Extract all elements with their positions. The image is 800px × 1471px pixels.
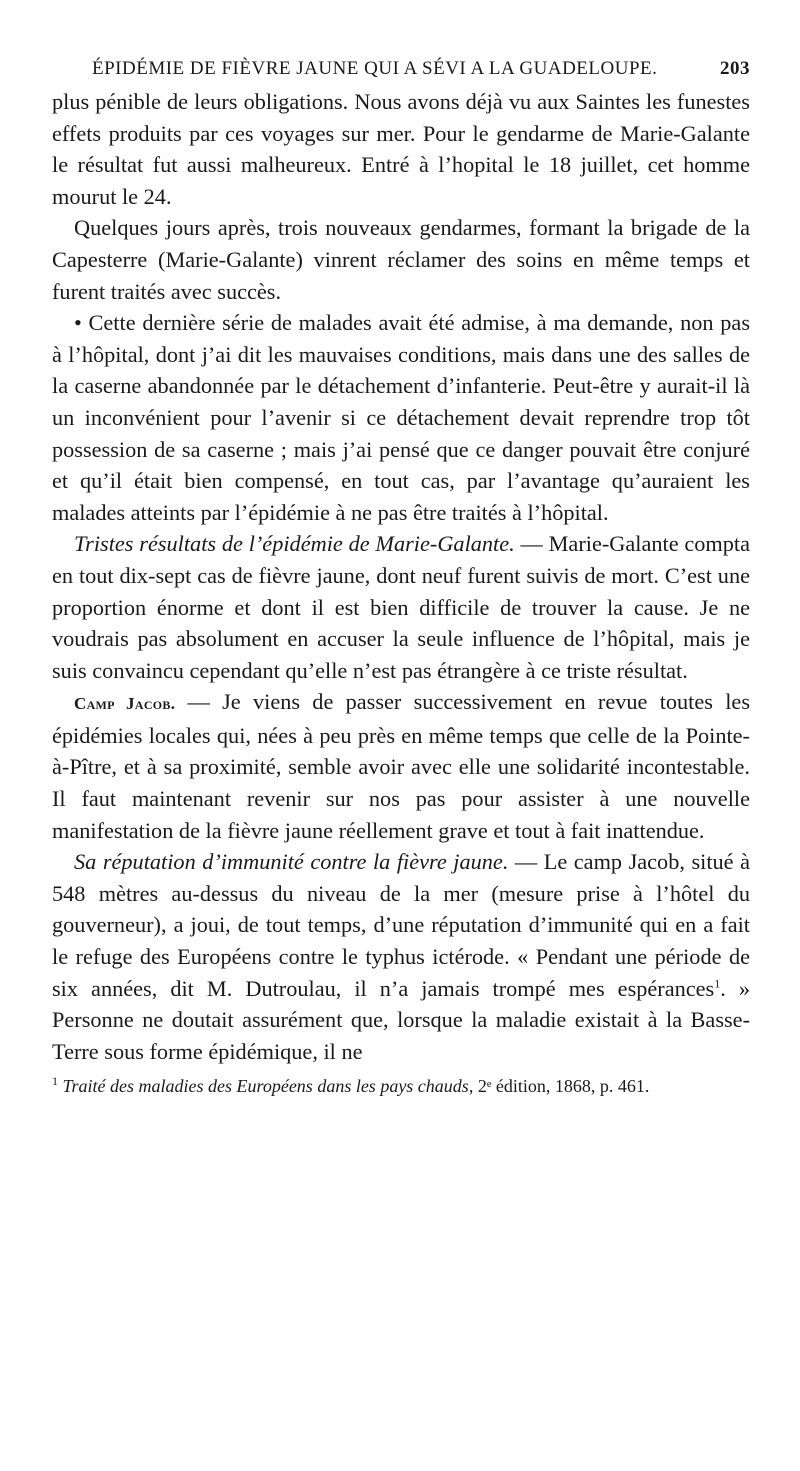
footnote-marker: 1 <box>52 1074 58 1089</box>
section-heading-immunite: Sa réputation d’immunité contre la fièvre jaune. <box>74 849 509 875</box>
paragraph-camp-jacob <box>52 686 750 846</box>
body-text <box>52 86 750 1067</box>
running-title: ÉPIDÉMIE DE FIÈVRE JAUNE QUI A SÉVI A LA GUADELOUPE. <box>92 58 658 79</box>
paragraph-camp-jacob-text: — Je viens de passer successivement en revue toutes les épidémies locales qui, nées à peu près en même temps que celle de la Pointe-à-Pître, et à sa proximité, semble avoir avec elle une solidarité incontestable. Il faut maintenant revenir sur nos pas pour assister à une nouvelle manifestation de la fièvre jaune réellement grave et tout à fait inattendue. <box>52 689 750 843</box>
paragraph-gendarmes: Quelques jours après, trois nouveaux gendarmes, formant la brigade de la Capesterre (Marie-Galante) vinrent réclamer des soins en même temps et furent traités avec succès. <box>52 215 750 304</box>
paragraph-immunite-text-b: . » Personne ne doutait assurément que, lorsque la maladie existait à la Basse-Terre sous forme épidémique, il ne <box>52 975 750 1064</box>
page-number: 203 <box>720 58 750 79</box>
paragraph-tristes-resultats <box>52 528 750 686</box>
footnote-rest: , 2ᵉ édition, 1868, p. 461. <box>468 1076 650 1097</box>
section-heading-tristes-resultats: Tristes résultats de l’épidémie de Marie-Galante. <box>74 531 515 557</box>
running-head <box>52 50 750 86</box>
section-heading-camp-jacob: Camp Jacob. <box>74 694 176 714</box>
paragraph-caserne: • Cette dernière série de malades avait été admise, à ma demande, non pas à l’hôpital, dont j’ai dit les mauvaises conditions, mais dans une des salles de la caserne abandonnée par le détachement d’infanterie. Peut-être y aurait-il là un inconvénient pour l’avenir si ce détachement devait reprendre trop tôt possession de sa caserne ; mais j’ai pensé que ce danger pouvait être conjuré et qu’il était bien compensé, en tout cas, par l’avantage qu’auraient les malades atteints par l’épidémie à ne pas être traités à l’hôpital. <box>52 310 750 525</box>
book-page <box>52 50 750 1097</box>
footnote <box>52 1075 750 1097</box>
paragraph-continued: plus pénible de leurs obligations. Nous avons déjà vu aux Saintes les funestes effets produits par ces voyages sur mer. Pour le gendarme de Marie-Galante le résultat fut aussi malheureux. Entré à l’hopital le 18 juillet, cet homme mourut le 24. <box>52 89 750 209</box>
paragraph-immunite <box>52 846 750 1067</box>
paragraph-immunite-text-a: — Le camp Jacob, situé à 548 mètres au-dessus du niveau de la mer (mesure prise à l’hôtel du gouverneur), a joui, de tout temps, d’une réputation d’immunité qui en a fait le refuge des Européens contre le typhus ictérode. « Pendant une période de six années, dit M. Dutroulau, il n’a jamais trompé mes espérances <box>52 849 750 1001</box>
paragraph-tristes-resultats-text: — Marie-Galante compta en tout dix-sept cas de fièvre jaune, dont neuf furent suivis de mort. C’est une proportion énorme et dont il est bien difficile de trouver la cause. Je ne voudrais pas absolument en accuser la seule influence de l’hôpital, mais je suis convaincu cependant qu’elle n’est pas étrangère à ce triste résultat. <box>52 531 751 683</box>
footnote-reference: 1 <box>714 976 721 991</box>
footnote-title: Traité des maladies des Européens dans les pays chauds <box>62 1076 469 1097</box>
